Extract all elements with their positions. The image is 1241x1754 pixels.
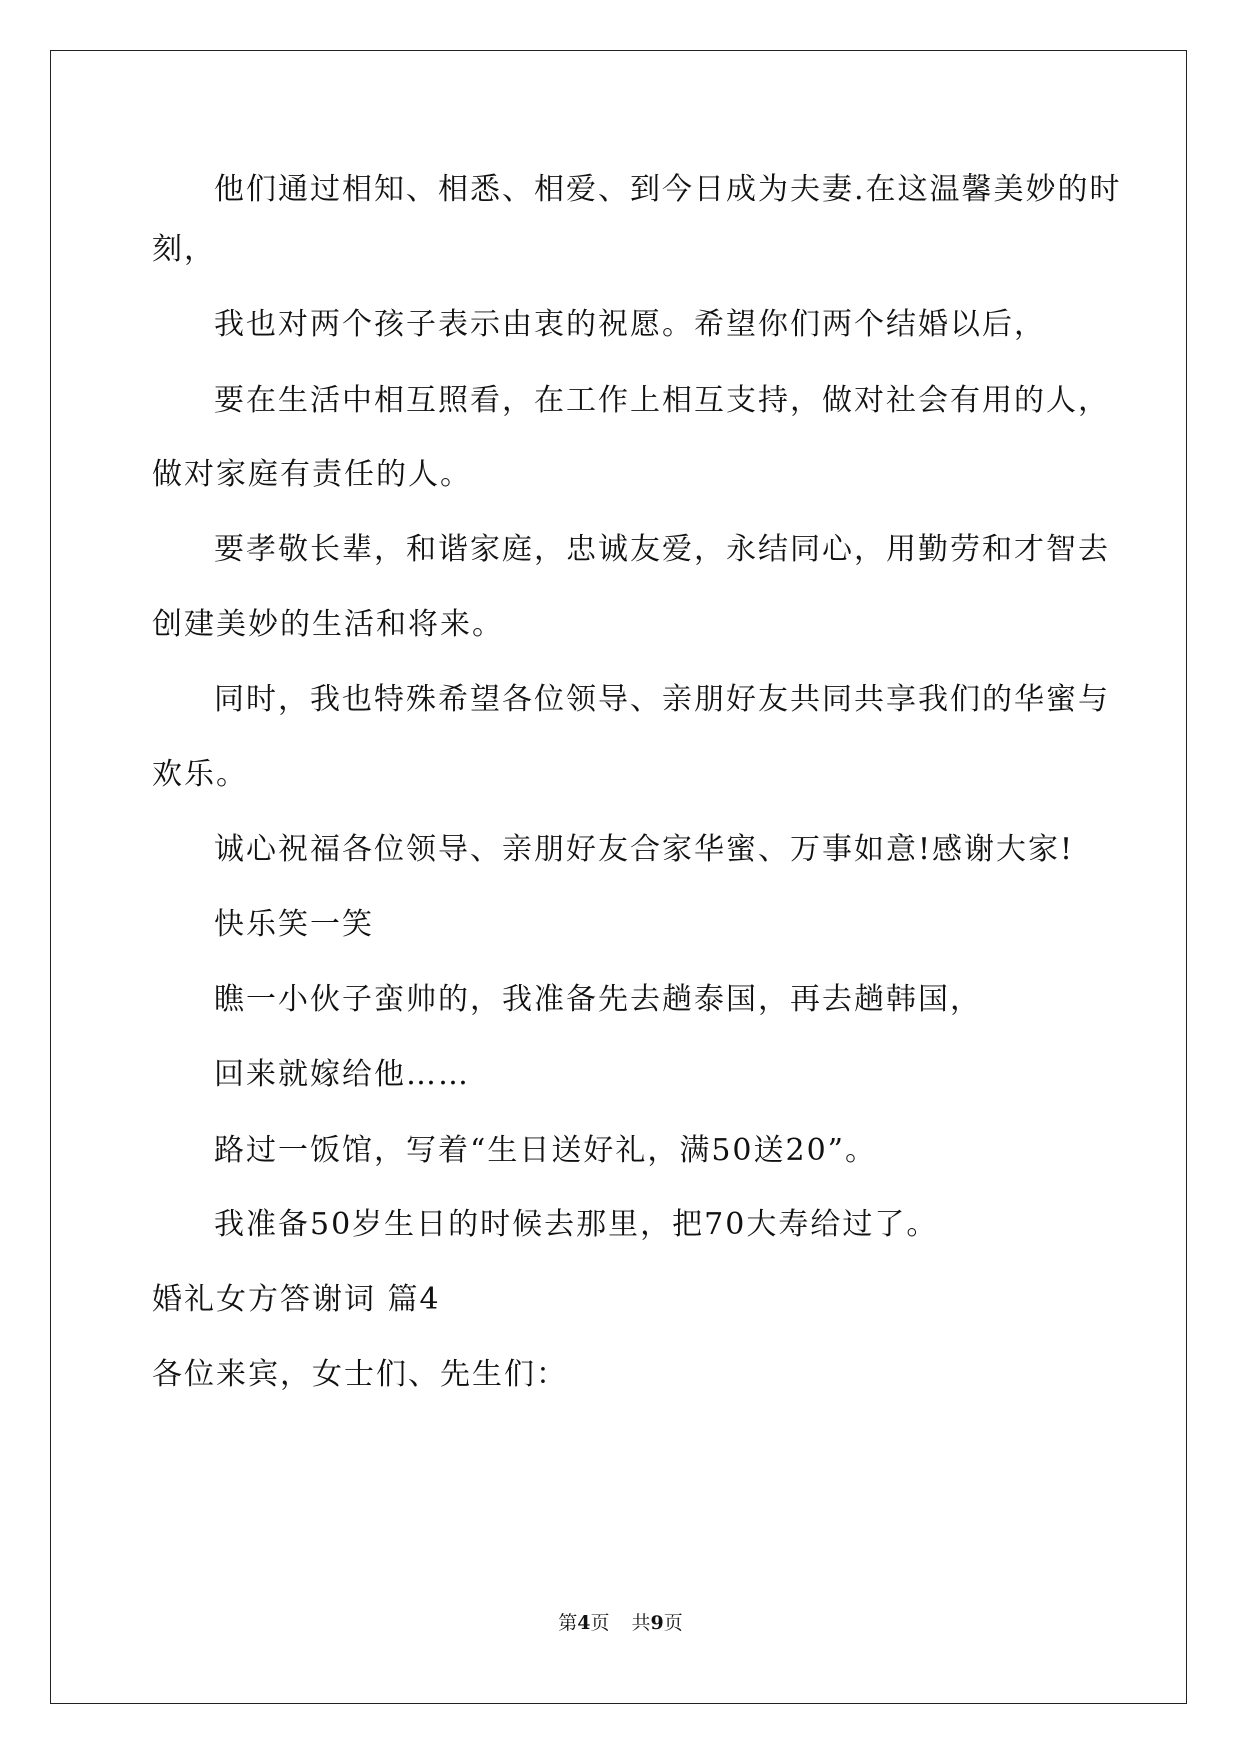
paragraph-line: 要孝敬长辈，和谐家庭，忠诚友爱，永结同心，用勤劳和才智去 bbox=[214, 532, 1110, 567]
paragraph-line: 回来就嫁给他…… bbox=[214, 1057, 470, 1092]
paragraph-line: 同时，我也特殊希望各位领导、亲朋好友共同共享我们的华蜜与 bbox=[214, 682, 1110, 717]
paragraph-line: 他们通过相知、相悉、相爱、到今日成为夫妻.在这温馨美妙的时 bbox=[214, 172, 1122, 207]
section-heading: 快乐笑一笑 bbox=[214, 907, 374, 942]
paragraph-line: 路过一饭馆，写着“生日送好礼，满50送20”。 bbox=[214, 1133, 878, 1168]
total-pages-number: 9 bbox=[650, 1612, 664, 1634]
salutation-line: 各位来宾，女士们、先生们： bbox=[152, 1357, 568, 1392]
paragraph-line: 我也对两个孩子表示由衷的祝愿。希望你们两个结婚以后， bbox=[214, 307, 1046, 342]
page-footer bbox=[0, 1611, 1241, 1635]
paragraph-line: 创建美妙的生活和将来。 bbox=[152, 607, 504, 642]
paragraph-line: 我准备50岁生日的时候去那里，把70大寿给过了。 bbox=[214, 1207, 939, 1242]
paragraph-line: 做对家庭有责任的人。 bbox=[152, 457, 472, 492]
current-page-number: 4 bbox=[577, 1612, 591, 1634]
page-border bbox=[50, 50, 1187, 1704]
paragraph-line: 刻， bbox=[152, 232, 216, 267]
footer-total-suffix: 页 bbox=[663, 1612, 683, 1634]
paragraph-line: 诚心祝福各位领导、亲朋好友合家华蜜、万事如意!感谢大家! bbox=[214, 832, 1075, 867]
paragraph-line: 欢乐。 bbox=[152, 757, 248, 792]
paragraph-line: 瞧一小伙子蛮帅的，我准备先去趟泰国，再去趟韩国， bbox=[214, 982, 982, 1017]
footer-prefix: 第 bbox=[558, 1612, 578, 1634]
paragraph-line: 要在生活中相互照看，在工作上相互支持，做对社会有用的人， bbox=[214, 383, 1110, 418]
footer-page-word: 页 bbox=[590, 1612, 610, 1634]
footer-total-prefix: 共 bbox=[631, 1612, 651, 1634]
section-title: 婚礼女方答谢词 篇4 bbox=[152, 1282, 441, 1317]
